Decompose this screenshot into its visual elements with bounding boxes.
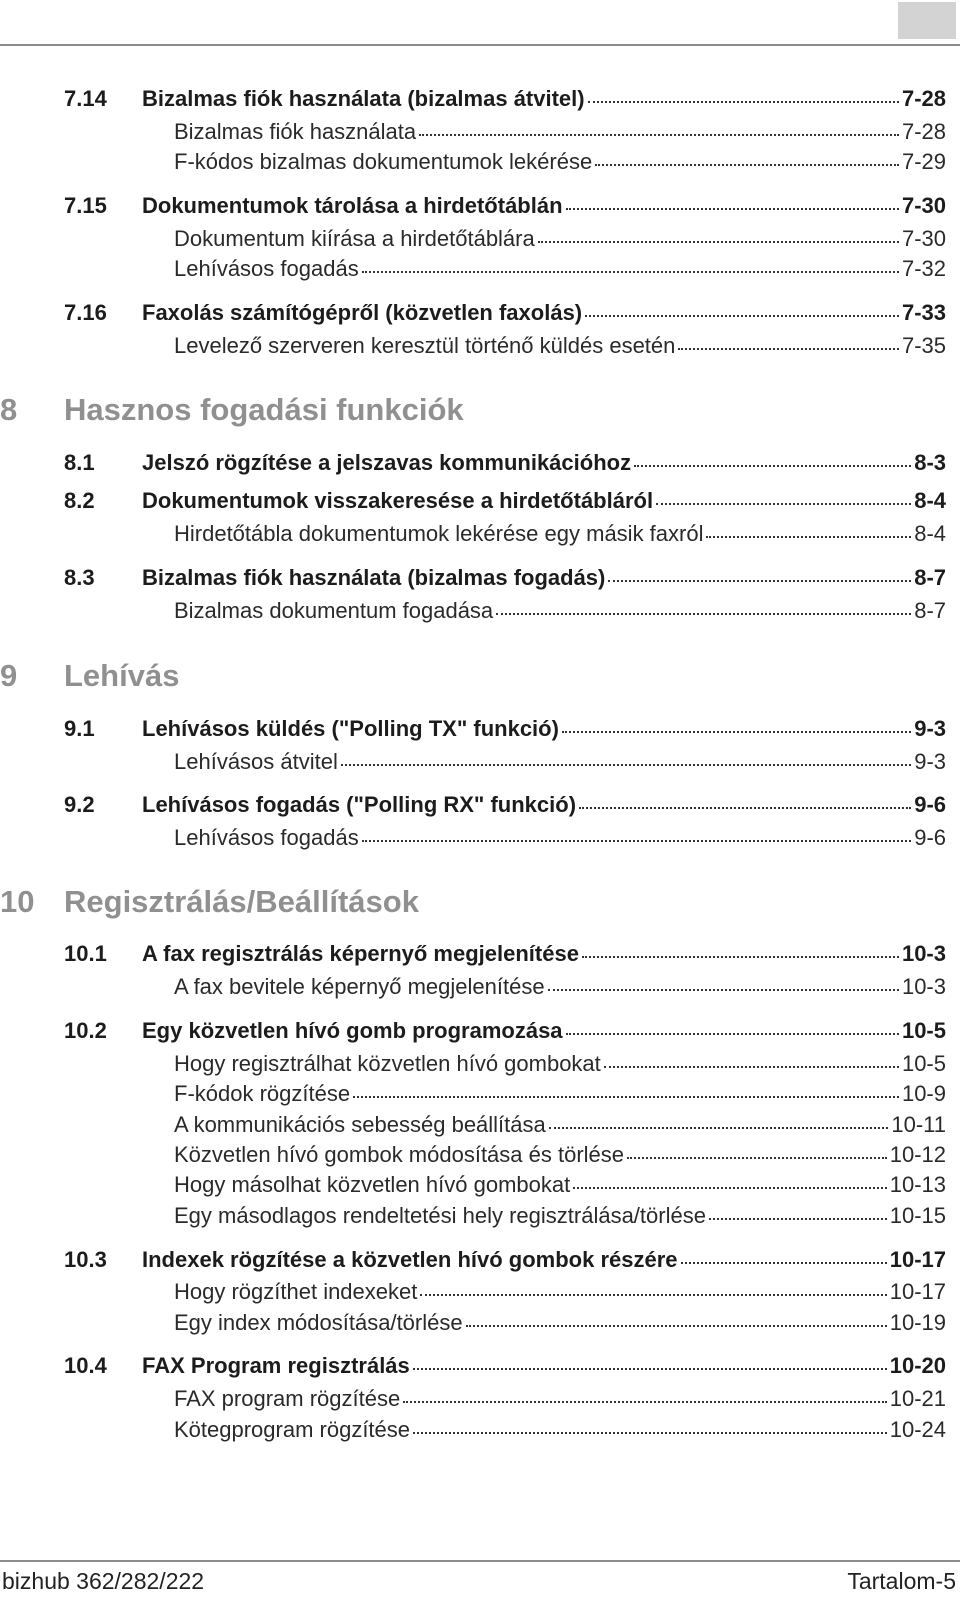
page-number: 10-3 <box>901 941 946 966</box>
toc-subentry-entry[interactable] <box>174 119 946 149</box>
toc-section-entry[interactable] <box>64 1353 946 1383</box>
entry-title: Egy közvetlen hívó gomb programozása <box>142 1018 563 1043</box>
entry-title: Indexek rögzítése a közvetlen hívó gombok részére <box>142 1247 678 1272</box>
page-number: 10-17 <box>889 1279 946 1304</box>
toc-subentry-entry[interactable] <box>174 1112 946 1142</box>
toc-subentry-entry[interactable] <box>174 333 946 363</box>
page-number: 10-20 <box>889 1353 946 1378</box>
dot-leader <box>420 1294 886 1296</box>
dot-leader <box>413 1432 887 1434</box>
chapter-heading <box>0 884 419 920</box>
toc-section-entry[interactable] <box>64 716 946 746</box>
dot-leader <box>604 1066 899 1068</box>
page-number: 10-9 <box>901 1081 946 1106</box>
toc-section-entry[interactable] <box>64 488 946 518</box>
page-number: 9-6 <box>914 825 946 850</box>
chapter-number: 10 <box>0 884 35 919</box>
chapter-title: Lehívás <box>64 658 180 693</box>
dot-leader <box>419 134 899 136</box>
page-number: 7-28 <box>901 86 946 111</box>
entry-title: A fax regisztrálás képernyő megjelenítése <box>142 941 579 966</box>
dot-leader <box>585 315 899 317</box>
section-number: 7.14 <box>64 86 107 111</box>
dot-leader <box>582 956 899 958</box>
page-number: 10-5 <box>901 1051 946 1076</box>
entry-title: Lehívásos küldés ("Polling TX" funkció) <box>142 716 559 741</box>
entry-title: Egy index módosítása/törlése <box>174 1310 463 1335</box>
page-number: 10-15 <box>889 1203 946 1228</box>
dot-leader <box>595 164 899 166</box>
entry-title: Bizalmas fiók használata <box>174 119 417 144</box>
toc-section-entry[interactable] <box>64 1018 946 1048</box>
toc-subentry-entry[interactable] <box>174 1417 946 1447</box>
page-number: 9-3 <box>914 716 946 741</box>
toc-subentry-entry[interactable] <box>174 256 946 286</box>
section-number: 9.2 <box>64 792 95 817</box>
toc-section-entry[interactable] <box>64 193 946 223</box>
dot-leader <box>566 1033 899 1035</box>
page-number: 9-6 <box>914 792 946 817</box>
dot-leader <box>681 1262 887 1264</box>
toc-subentry-entry[interactable] <box>174 825 946 855</box>
entry-title: Egy másodlagos rendeltetési hely regisztrálása/törlése <box>174 1203 706 1228</box>
page-number: 7-30 <box>901 193 946 218</box>
toc-section-entry[interactable] <box>64 792 946 822</box>
entry-title: Dokumentum kiírása a hirdetőtáblára <box>174 226 535 251</box>
toc-subentry-entry[interactable] <box>174 1203 946 1233</box>
toc-subentry-entry[interactable] <box>174 1386 946 1416</box>
entry-title: Jelszó rögzítése a jelszavas kommunikációhoz <box>142 450 632 475</box>
dot-leader <box>538 241 899 243</box>
entry-title: Bizalmas fiók használata (bizalmas átvitel) <box>142 86 585 111</box>
chapter-number: 8 <box>0 392 18 427</box>
entry-title: F-kódok rögzítése <box>174 1081 351 1106</box>
dot-leader <box>608 580 911 582</box>
page-number: 7-30 <box>901 226 946 251</box>
toc-section-entry[interactable] <box>64 300 946 330</box>
entry-title: Hogy regisztrálhat közvetlen hívó gombokat <box>174 1051 601 1076</box>
entry-title: FAX program rögzítése <box>174 1386 401 1411</box>
entry-title: Bizalmas fiók használata (bizalmas fogadás) <box>142 565 606 590</box>
page-number: 7-29 <box>901 149 946 174</box>
section-number: 10.1 <box>64 941 107 966</box>
toc-subentry-entry[interactable] <box>174 521 946 551</box>
bottom-rule <box>0 1560 960 1562</box>
toc-subentry-entry[interactable] <box>174 749 946 779</box>
page-number: 10-19 <box>889 1310 946 1335</box>
dot-leader <box>634 465 911 467</box>
toc-section-entry[interactable] <box>64 565 946 595</box>
dot-leader <box>656 503 911 505</box>
toc-subentry-entry[interactable] <box>174 149 946 179</box>
dot-leader <box>549 1127 889 1129</box>
dot-leader <box>588 101 899 103</box>
entry-title: Lehívásos fogadás <box>174 256 359 281</box>
entry-title: Közvetlen hívó gombok módosítása és törlése <box>174 1142 625 1167</box>
page-number: 9-3 <box>914 749 946 774</box>
toc-subentry-entry[interactable] <box>174 1081 946 1111</box>
page-number: 8-4 <box>914 488 946 513</box>
dot-leader <box>566 208 899 210</box>
section-number: 7.15 <box>64 193 107 218</box>
section-number: 7.16 <box>64 300 107 325</box>
section-number: 10.3 <box>64 1247 107 1272</box>
page-number: 7-35 <box>901 333 946 358</box>
toc-section-entry[interactable] <box>64 941 946 971</box>
page-number: 8-7 <box>914 598 946 623</box>
chapter-title: Regisztrálás/Beállítások <box>64 884 419 919</box>
dot-leader <box>579 807 911 809</box>
toc-subentry-entry[interactable] <box>174 974 946 1004</box>
entry-title: Lehívásos átvitel <box>174 749 338 774</box>
entry-title: Lehívásos fogadás <box>174 825 359 850</box>
entry-title: A fax bevitele képernyő megjelenítése <box>174 974 545 999</box>
page-number: 10-12 <box>889 1142 946 1167</box>
toc-section-entry[interactable] <box>64 450 946 480</box>
entry-title: Hirdetőtábla dokumentumok lekérése egy másik faxról <box>174 521 704 546</box>
toc-subentry-entry[interactable] <box>174 1310 946 1340</box>
page-number: 10-21 <box>889 1386 946 1411</box>
page-number: 8-4 <box>914 521 946 546</box>
entry-title: Bizalmas dokumentum fogadása <box>174 598 494 623</box>
entry-title: Dokumentumok visszakeresése a hirdetőtábláról <box>142 488 654 513</box>
page-number: 10-3 <box>901 974 946 999</box>
dot-leader <box>548 989 899 991</box>
page-number: 10-17 <box>889 1247 946 1272</box>
chapter-number: 9 <box>0 658 18 693</box>
page-number: 10-5 <box>901 1018 946 1043</box>
section-number: 9.1 <box>64 716 95 741</box>
chapter-heading <box>0 658 179 694</box>
toc-subentry-entry[interactable] <box>174 1172 946 1202</box>
dot-leader <box>573 1187 887 1189</box>
entry-title: Kötegprogram rögzítése <box>174 1417 411 1442</box>
toc-subentry-entry[interactable] <box>174 598 946 628</box>
toc-section-entry[interactable] <box>64 1247 946 1277</box>
footer-model: bizhub 362/282/222 <box>2 1568 205 1594</box>
dot-leader <box>709 1218 887 1220</box>
dot-leader <box>466 1325 887 1327</box>
dot-leader <box>362 840 912 842</box>
dot-leader <box>353 1096 899 1098</box>
entry-title: Levelező szerveren keresztül történő küldés esetén <box>174 333 676 358</box>
page-number: 10-11 <box>891 1112 946 1137</box>
toc-subentry-entry[interactable] <box>174 1279 946 1309</box>
dot-leader <box>678 348 899 350</box>
entry-title: Hogy másolhat közvetlen hívó gombokat <box>174 1172 571 1197</box>
page-number: 8-7 <box>914 565 946 590</box>
toc-subentry-entry[interactable] <box>174 1142 946 1172</box>
entry-title: Lehívásos fogadás ("Polling RX" funkció) <box>142 792 577 817</box>
dot-leader <box>341 764 911 766</box>
section-number: 8.3 <box>64 565 95 590</box>
page-number: 7-32 <box>901 256 946 281</box>
dot-leader <box>496 613 911 615</box>
section-number: 10.2 <box>64 1018 107 1043</box>
dot-leader <box>413 1368 887 1370</box>
section-number: 10.4 <box>64 1353 107 1378</box>
page-number: 10-24 <box>889 1417 946 1442</box>
entry-title: Hogy rögzíthet indexeket <box>174 1279 418 1304</box>
entry-title: FAX Program regisztrálás <box>142 1353 410 1378</box>
entry-title: A kommunikációs sebesség beállítása <box>174 1112 546 1137</box>
entry-title: Faxolás számítógépről (közvetlen faxolás) <box>142 300 583 325</box>
page-number: 7-28 <box>901 119 946 144</box>
chapter-title: Hasznos fogadási funkciók <box>64 392 464 427</box>
dot-leader <box>562 731 911 733</box>
dot-leader <box>362 271 899 273</box>
dot-leader <box>627 1157 887 1159</box>
page-number: 7-33 <box>901 300 946 325</box>
dot-leader <box>403 1401 887 1403</box>
footer-page-number: Tartalom-5 <box>847 1568 956 1594</box>
dot-leader <box>706 536 911 538</box>
page-number: 8-3 <box>914 450 946 475</box>
section-number: 8.2 <box>64 488 95 513</box>
chapter-heading <box>0 392 464 428</box>
page-number: 10-13 <box>889 1172 946 1197</box>
entry-title: Dokumentumok tárolása a hirdetőtáblán <box>142 193 563 218</box>
toc-subentry-entry[interactable] <box>174 1051 946 1081</box>
toc-section-entry[interactable] <box>64 86 946 116</box>
entry-title: F-kódos bizalmas dokumentumok lekérése <box>174 149 593 174</box>
section-number: 8.1 <box>64 450 95 475</box>
toc-subentry-entry[interactable] <box>174 226 946 256</box>
